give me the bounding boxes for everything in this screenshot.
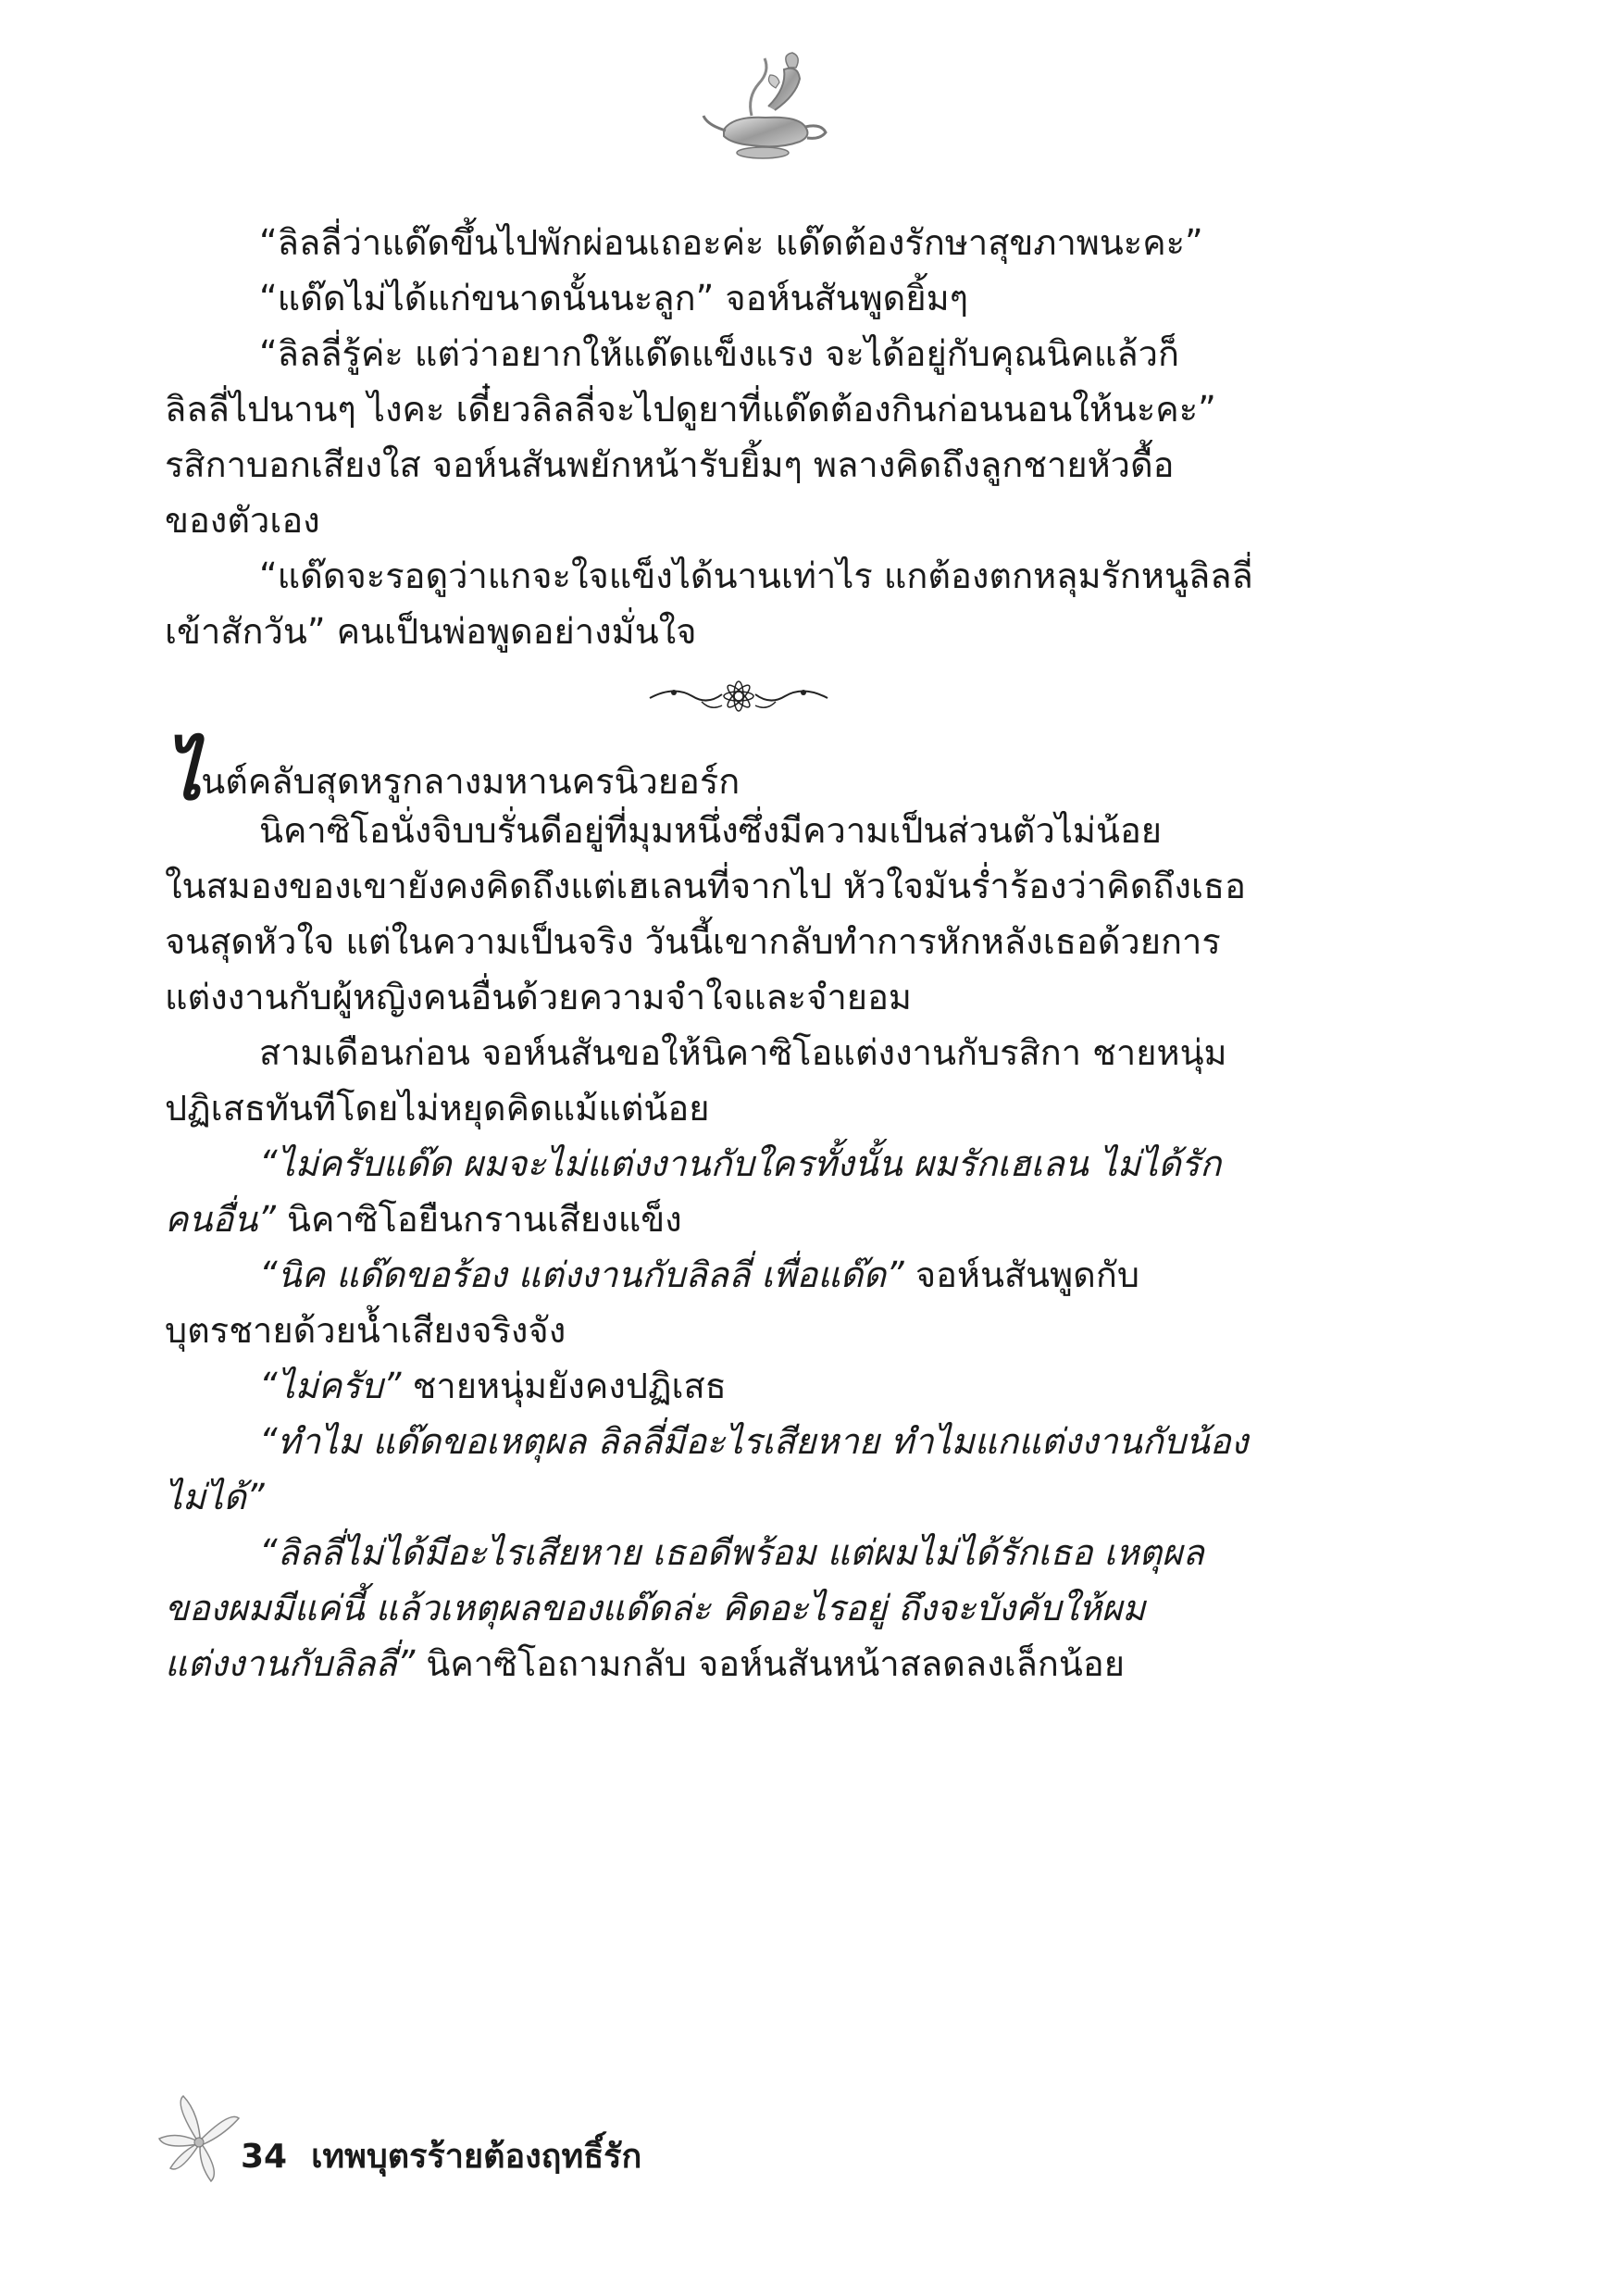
text-line: “ลิลลี่ว่าแด๊ดขึ้นไปพักผ่อนเถอะค่ะ แด๊ดต้องรักษาสุขภาพนะคะ” [259,222,1203,263]
dialogue-italic: แต่งงานกับลิลลี่” [165,1643,416,1684]
text-line: “ลิลลี่ไม่ได้มีอะไรเสียหาย เธอดีพร้อม แต่ผมไม่ได้รักเธอ เหตุผล [259,1532,1204,1573]
dialogue-italic: คนอื่น” [165,1199,276,1240]
narration-text: จอห์นสันพูดกับ [903,1254,1139,1295]
text-line: ไม่ได้” [165,1477,265,1517]
cupid-teapot-ornament-icon [696,51,835,162]
text-line [165,1192,1351,1247]
book-title: เทพบุตรร้ายต้องฤทธิ์รัก [311,2138,642,2176]
text-line: รสิกาบอกเสียงใส จอห์นสันพยักหน้ารับยิ้มๆ พลางคิดถึงลูกชายหัวดื้อ [165,444,1175,485]
text-line: จนสุดหัวใจ แต่ในความเป็นจริง วันนี้เขากลับทำการหักหลังเธอด้วยการ [165,921,1221,962]
text-line: บุตรชายด้วยน้ำเสียงจริงจัง [165,1310,566,1351]
text-line: “ทำไม แด๊ดขอเหตุผล ลิลลี่มีอะไรเสียหาย ทำไมแกแต่งงานกับน้อง [259,1421,1249,1462]
text-line: สามเดือนก่อน จอห์นสันขอให้นิคาซิโอแต่งงานกับรสิกา ชายหนุ่ม [259,1032,1227,1073]
page-number: 34 [241,2138,288,2176]
footer-text [241,2129,641,2182]
dialogue-italic: “ไม่ครับ” [259,1366,402,1406]
text-line: แต่งงานกับผู้หญิงคนอื่นด้วยความจำใจและจำยอม [165,977,912,1017]
page-footer [156,2094,896,2196]
text-line [165,1247,1351,1303]
text-line: ในสมองของเขายังคงคิดถึงแต่เฮเลนที่จากไป หัวใจมันร่ำร้องว่าคิดถึงเธอ [165,866,1246,906]
text-line: เข้าสักวัน” คนเป็นพ่อพูดอย่างมั่นใจ [165,611,697,652]
dropcap-letter: ไ [165,732,202,817]
dropcap-line [165,732,1351,817]
floral-divider-icon [646,678,831,715]
dropcap-line-text: นต์คลับสุดหรูกลางมหานครนิวยอร์ก [201,761,741,802]
text-line: “แด๊ดจะรอดูว่าแกจะใจแข็งได้นานเท่าไร แกต้องตกหลุมรักหนูลิลลี่ [259,555,1253,596]
dialogue-italic: “นิค แด๊ดขอร้อง แต่งงานกับลิลลี่ เพื่อแด๊ด” [259,1254,904,1295]
narration-text: ชายหนุ่มยังคงปฏิเสธ [401,1366,727,1406]
text-line: “ไม่ครับแด๊ด ผมจะไม่แต่งงานกับใครทั้งนั้น ผมรักเฮเลน ไม่ได้รัก [259,1143,1222,1184]
text-line [165,1636,1351,1691]
lily-flower-icon [156,2094,243,2187]
text-line: “ลิลลี่รู้ค่ะ แต่ว่าอยากให้แด๊ดแข็งแรง จะได้อยู่กับคุณนิคแล้วก็ [259,333,1180,374]
body-text [165,215,1351,1691]
text-line: “แด๊ดไม่ได้แก่ขนาดนั้นนะลูก” จอห์นสันพูดยิ้มๆ [259,278,969,318]
narration-text: นิคาซิโอยืนกรานเสียงแข็ง [275,1199,682,1240]
text-line: ลิลลี่ไปนานๆ ไงคะ เดี๋ยวลิลลี่จะไปดูยาที่แด๊ดต้องกินก่อนนอนให้นะคะ” [165,389,1216,430]
narration-text: นิคาซิโอถามกลับ จอห์นสันหน้าสลดลงเล็กน้อย [415,1643,1125,1684]
text-line: ของผมมีแค่นี้ แล้วเหตุผลของแด๊ดล่ะ คิดอะไรอยู่ ถึงจะบังคับให้ผม [165,1588,1146,1628]
text-line: ของตัวเอง [165,500,320,541]
text-line: นิคาซิโอนั่งจิบบรั่นดีอยู่ที่มุมหนึ่งซึ่งมีความเป็นส่วนตัวไม่น้อย [259,810,1163,851]
scene-break [165,659,1351,747]
text-line [165,1358,1351,1414]
text-line: ปฏิเสธทันทีโดยไม่หยุดคิดแม้แต่น้อย [165,1088,710,1129]
